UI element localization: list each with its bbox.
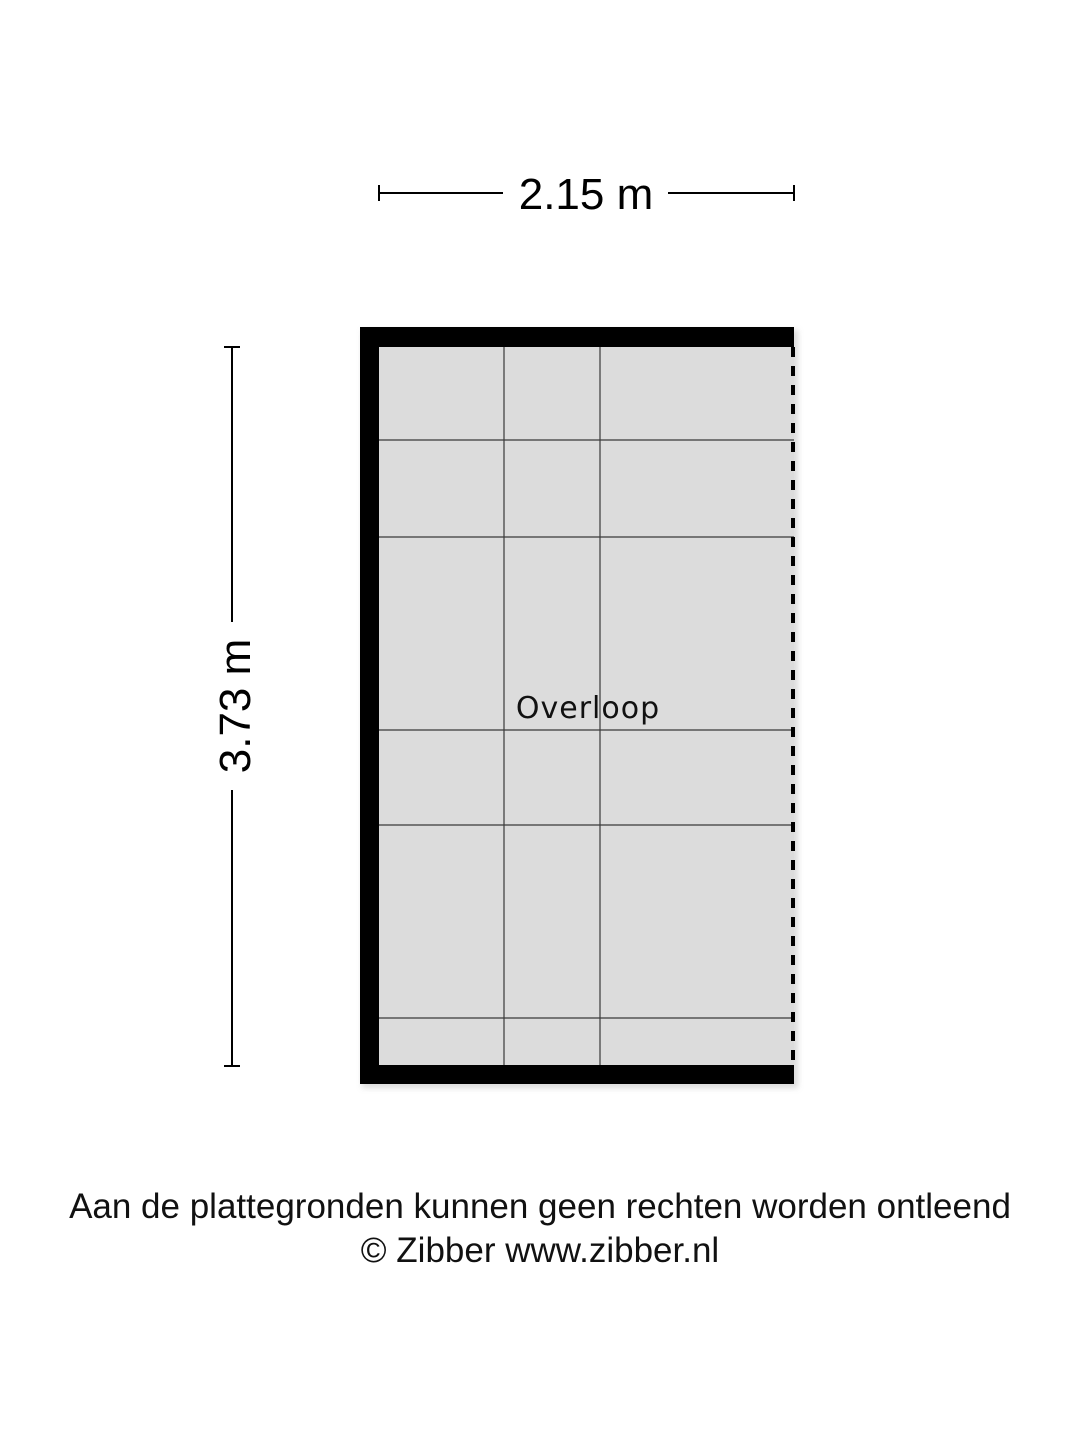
wall-top bbox=[360, 327, 794, 347]
height-dimension bbox=[211, 347, 260, 1066]
width-dimension bbox=[379, 170, 794, 219]
disclaimer-text: Aan de plattegronden kunnen geen rechten worden ontleend bbox=[69, 1187, 1011, 1226]
height-dimension-label: 3.73 m bbox=[211, 638, 260, 774]
room-label: Overloop bbox=[515, 691, 661, 726]
wall-left bbox=[360, 327, 379, 1084]
wall-bottom bbox=[360, 1065, 794, 1084]
footer bbox=[0, 1185, 1080, 1273]
room-overloop bbox=[360, 327, 798, 1088]
width-dimension-label: 2.15 m bbox=[518, 170, 654, 219]
copyright-text: © Zibber www.zibber.nl bbox=[360, 1231, 720, 1270]
